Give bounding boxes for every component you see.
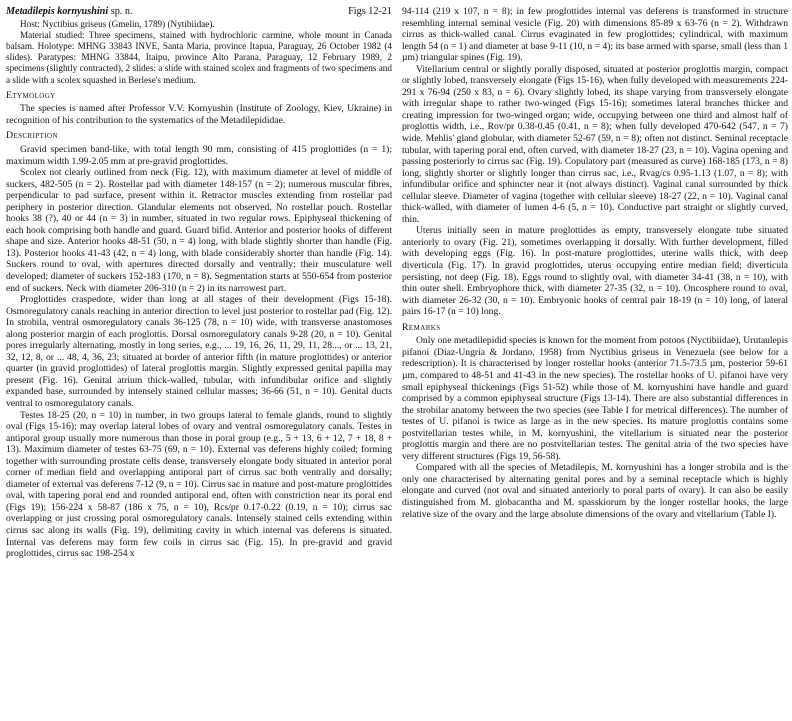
remarks-heading: Remarks [402, 321, 441, 333]
description-paragraph-3: Proglottides craspedote, wider than long at all stages of their development (Figs 15-18). Osmoregulatory canals reaching in anterior direction to level just posterior to rostellar pad (Fig. 12). In strobila, ventral osmoregulatory canals 36-125 (78, n = 10) wide, with transverse anastomoses along posterior margin of each proglottis. Dorsal osmoregulatory canals 9-28 (20, n = 10). Genital pores irregularly alternating, mostly in long series, e.g., ... 19, 16, 26, 11, 29, 11, 28..., or ... 13, 21, 32, 12, 8, or ... 48, 4, 36, 23; situated at border of anterior fifth (in mature proglottides) or anterior quarter (in gravid proglottides) of lateral proglottis margin. Slightly expressed genital papilla may present (Fig. 16). Genital atrium thick-walled, tubular, with infundibular orifice and slightly expanded base, surrounded by intensely stained cellular masses; 36-66 (51, n = 10). Genital ducts ventral to osmoregulatory canals. [6, 294, 392, 409]
description-paragraph-7: Uterus initially seen in mature proglottides as empty, transversely elongate tube situated anteriorly to ovary (Fig. 21), sometimes overlapping it dorsally. With further development, filled with developing eggs (Fig. 16). In post-mature proglottides, uterine walls thick, with deep diverticula (Fig. 17). In gravid proglottides, uterus occupying entire median field; diverticula persisting, not deep (Fig. 18). Eggs round to slightly oval, with diameter 34-41 (38, n = 10), with thin outer shell. Embryophore thick, with diameter 27-35 (32, n = 10). Oncosphere round to oval, with diameter 26-32 (30, n = 10). Embryonic hooks of central pair 18-19 (n = 10) long, of lateral pairs 16-17 (n = 10) long. [402, 225, 788, 318]
description-paragraph-1: Gravid specimen band-like, with total length 90 mm, consisting of 415 proglottides (n = 1); maximum width 1.99-2.05 mm at pre-gravid proglottides. [6, 143, 392, 167]
description-paragraph-6: Vitellarium central or slightly porally disposed, situated at posterior proglottis margin, compact or slightly lobed, transversely elongate (Figs 15-16), when fully developed with measurements 224-291 x 76-94 (250 x 83, n = 6). Ovary slightly lobed, its shape varying from transversely elongate with irregular shape to rather two-winged (Figs 15-16); sometimes lateral branches thicker and creating impression for two-winged organ; wide, occupying between one third and almost half of proglottis width, i.e., Rov/pr 0.38-0.45 (0.41, n = 8); when fully developed 470-642 (547, n = 7) wide. Mehlis' gland globular, with diameter 52-67 (59, n = 8); often not distinct. Seminal receptacle tubular, with tapering poral end, often curved, with diameter 18-27 (23, n = 10). Vagina opening and passing posteriorly to cirrus sac (Fig. 19). Copulatory part (measured as curve) 168-185 (173, n = 8) long, slightly shorter or slightly longer than cirrus sac, i.e., Rvag/cs 0.95-1.13 (1.07, n = 8); with infundibular orifice and sphincter near it (not always distinct). Vaginal canal surrounded by thick cellular sleeve. Diameter of vagina (together with cellular sleeve) 18-27 (22, n = 10). Vaginal canal thick-walled, with diameter of lumen 4-6 (5, n = 10). Conductive part straight or slightly curved, thin. [402, 63, 788, 225]
description-paragraph-5: 94-114 (219 x 107, n = 8); in few proglottides internal vas deferens is transformed in structure resembling internal seminal vesicle (Fig. 20) with dimensions 85-89 x 63-76 (n = 2). Withdrawn cirrus as thick-walled canal. Cirrus evaginated in few proglottides; cylindrical, with maximum length 54 (n = 1) and diameter at base 9-11 (10, n = 4); its base armed with sparse, small (less than 1 µm) triangular spines (Fig. 19). [402, 6, 788, 64]
left-column [6, 6, 392, 560]
description-paragraph-4: Testes 18-25 (20, n = 10) in number, in two groups lateral to female glands, round to slightly oval (Figs 15-16); may overlap lateral lobes of ovary and ventral osmoregulatory canals. Testes in antiporal group usually more numerous than those in poral group (e.g., 5 + 13, 6 + 12, 7 + 18, 8 + 13). Maximum diameter of testes 63-75 (69, n = 10). External vas deferens highly coiled; forming together with surrounding prostate cells dense, transversely elongate body situated in anterior poral corner of median field and overlapping antiporal part of cirrus sac both ventrally and dorsally; diameter of external vas deferens 7-12 (9, n = 10). Cirrus sac in mature and post-mature proglottides oval, with tapering poral end and rounded antiporal end, often with constriction near its poral end (Figs 19); 156-224 x 58-87 (186 x 75, n = 10), Rcs/pr 0.17-0.22 (0.19, n = 10); cirrus sac overlapping or just crossing poral osmoregulatory canals. Intensely stained cells extending within cirrus sac along its walls (Fig. 19), delimiting cavity in which internal vas deferens is situated. Internal vas deferens may form few coils in cirrus sac (Fig. 15). In pre-gravid and gravid proglottides, cirrus sac 198-254 x [6, 409, 392, 560]
host-line: Host: Nyctibius griseus (Gmelin, 1789) (Nytibiidae). [20, 18, 215, 29]
species-genus: Metadilepis [6, 6, 55, 17]
species-rank: sp. n. [110, 6, 133, 17]
remarks-paragraph-1: Only one metadilepidid species is known for the moment from potoos (Nyctibiidae), Urutaulepis pifanoi (Díaz-Ungría & Jordano, 1958) from Nyctibius griseus in Venezuela (see below for a redescription). It is characterised by longer rostellar hooks (anterior 71.5-73.5 µm, posterior 59-61 µm, compared to 48-51 and 41-43 in the new species). The rostellar hooks of U. pifanoi have very small epiphyseal thickenings (Figs 51-52) while those of M. kornyushini have handle and guard comprised by a common epiphyseal structure (Figs 13-14). There are also substantial differences in the strobilar anatomy between the two species (see Table I for metrical differences). The number of testes of U. pifanoi is twice as large as in the new species. Its mature proglottis contains some postvitellarian testes while, in M. kornyushini, the vitellarium is situated near the posterior proglottis margin and there are no postvitellarian testes. The genital atria of the two species have very different structures (Figs 19, 56-58). [402, 335, 788, 462]
species-epithet: kornyushini [57, 6, 109, 17]
species-name [6, 6, 133, 18]
etymology-text: The species is named after Professor V.V. Kornyushin (Institute of Zoology, Kiev, Ukraine) in recognition of his contribution to the systematics of the Metadilepididae. [6, 103, 392, 126]
species-title-row [6, 6, 392, 18]
material-studied: Material studied: Three specimens, stained with hydrochloric carmine, whole mount in Canada balsam. Holotype: MHNG 33843 INVE, Santa Maria, province Itapua, Paraguay, 26 October 1982 (4 slides). Paratypes: MHNG 33844, Itaipu, province Alto Parana, Paraguay, 12 February 1989, 2 specimens (slightly contracted), 2 slides: a slide with stained scolex and fragments of two specimens and a slide with a scolex squashed in Berlese's medium. [6, 29, 392, 85]
etymology-heading: Etymology [6, 89, 56, 101]
remarks-paragraph-2: Compared with all the species of Metadilepis, M. kornyushini has a longer strobila and is the only one characterised by alternating genital pores and by a seminal receptacle which is highly elongate and curved (not oval and situated anteriorly to poral parts of ovary). It can also be easily distinguished from M. globacantha and M. spasskiorum by the longer rostellar hooks, the large relative size of the ovary and the large absolute dimensions of the ovary and vitellarium (Table I). [402, 462, 788, 520]
article-page [6, 6, 786, 715]
figures-reference: Figs 12-21 [348, 6, 392, 17]
description-paragraph-2: Scolex not clearly outlined from neck (Fig. 12), with maximum diameter at level of middle of suckers, 482-505 (n = 2). Rostellar pad with diameter 148-157 (n = 2); numerous muscular fibres, perpendicular to pad surface, present within it. Retractor muscles extending from rostellar pad periphery in posterior direction. Glandular elements not observed. No rostellar pouch. Rostellar hooks 38 (?), 40 or 44 (n = 3) in number, situated in two regular rows. Epiphyseal thickening of each hook comprising both handle and guard. Guard bifid. Anterior and posterior hooks of different shape and size. Anterior hooks 48-51 (50, n = 4) long, with blade slightly shorter than handle (Fig. 13). Posterior hooks 41-43 (42, n = 4) long, with blade considerably shorter than handle (Fig. 14). Suckers round to oval, with apertures directed dorsally and ventrally; their musculature well developed; diameter of suckers 152-183 (170, n = 8). Segmentation starts at 550-654 from posterior end of suckers. Neck with diameter 206-310 (n = 2) in its narrowest part. [6, 167, 392, 294]
description-heading: Description [6, 130, 58, 142]
right-column [402, 6, 788, 520]
